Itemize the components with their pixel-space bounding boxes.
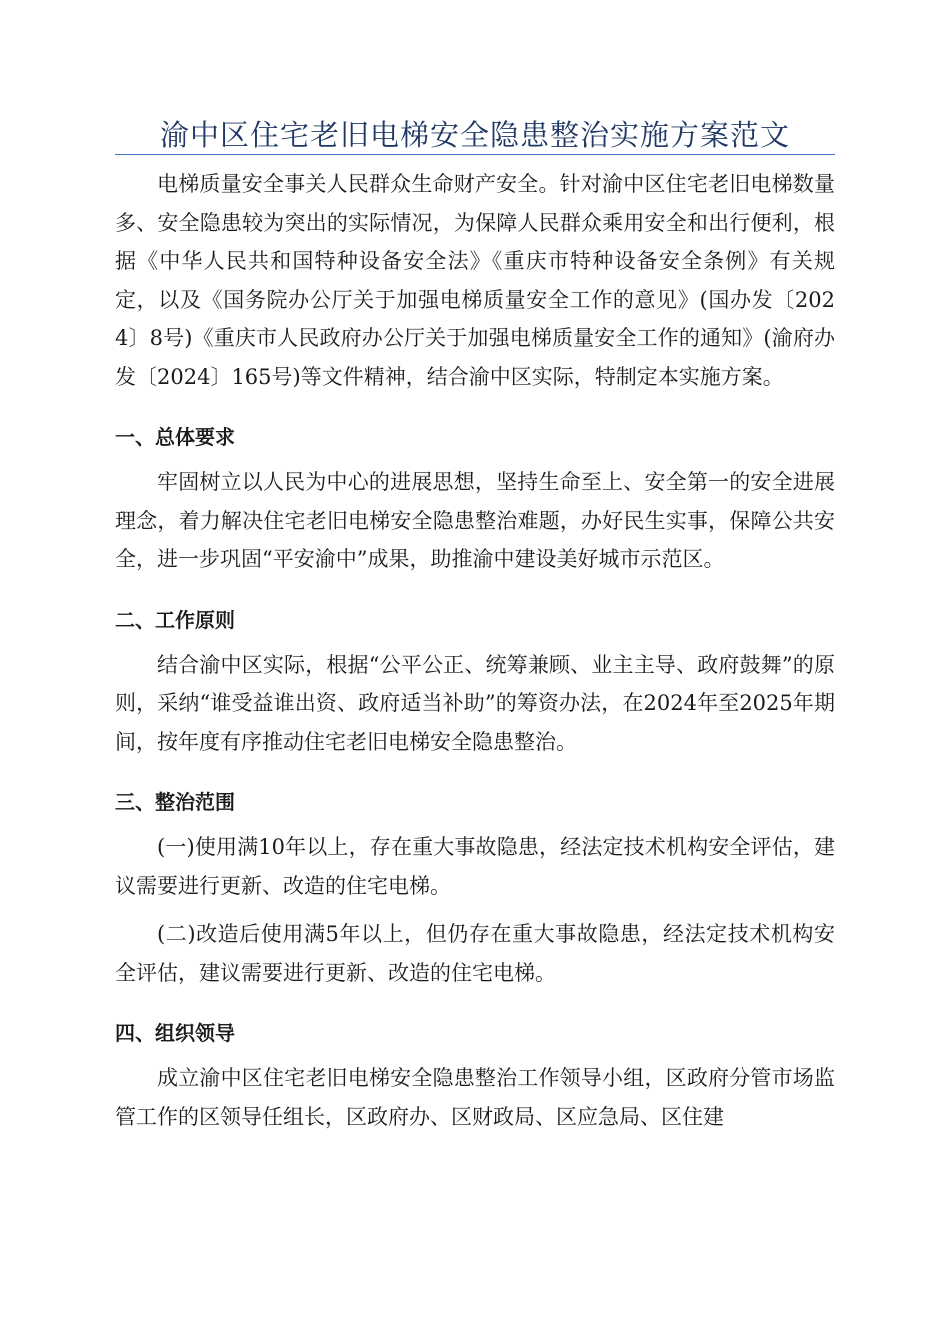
section-paragraph: (二)改造后使用满5年以上，但仍存在重大事故隐患，经法定技术机构安全评估，建议需要进行更新、改造的住宅电梯。 — [115, 922, 835, 985]
section-heading-organization: 四、组织领导 — [115, 1021, 235, 1045]
section-heading-work-principles: 二、工作原则 — [115, 607, 235, 632]
title-underline — [115, 154, 835, 155]
section-paragraph: 成立渝中区住宅老旧电梯安全隐患整治工作领导小组，区政府分管市场监管工作的区领导任组长，区政府办、区财政局、区应急局、区住建 — [115, 1066, 835, 1129]
section-paragraph: 结合渝中区实际，根据“公平公正、统筹兼顾、业主主导、政府鼓舞”的原则，采纳“谁受益谁出资、政府适当补助”的筹资办法，在2024年至2025年期间，按年度有序推动住宅老旧电梯安全隐患整治。 — [115, 652, 835, 754]
document-body — [115, 165, 835, 1136]
document-title: 渝中区住宅老旧电梯安全隐患整治实施方案范文 — [159, 118, 790, 152]
intro-paragraph: 电梯质量安全事关人民群众生命财产安全。针对渝中区住宅老旧电梯数量多、安全隐患较为突出的实际情况，为保障人民群众乘用安全和出行便利，根据《中华人民共和国特种设备安全法》《重庆市特种设备安全条例》有关规定，以及《国务院办公厅关于加强电梯质量安全工作的意见》(国办发〔2024〕8号)《重庆市人民政府办公厅关于加强电梯质量安全工作的通知》(渝府办发〔2024〕165号)等文件精神，结合渝中区实际，特制定本实施方案。 — [115, 172, 835, 389]
section-paragraph: (一)使用满10年以上，存在重大事故隐患，经法定技术机构安全评估，建议需要进行更新、改造的住宅电梯。 — [115, 835, 835, 898]
section-heading-scope: 三、整治范围 — [115, 790, 235, 814]
section-paragraph: 牢固树立以人民为中心的进展思想，坚持生命至上、安全第一的安全进展理念，着力解决住宅老旧电梯安全隐患整治难题，办好民生实事，保障公共安全，进一步巩固“平安渝中”成果，助推渝中建设美好城市示范区。 — [115, 470, 835, 571]
section-heading-general-requirements: 一、总体要求 — [115, 425, 235, 449]
